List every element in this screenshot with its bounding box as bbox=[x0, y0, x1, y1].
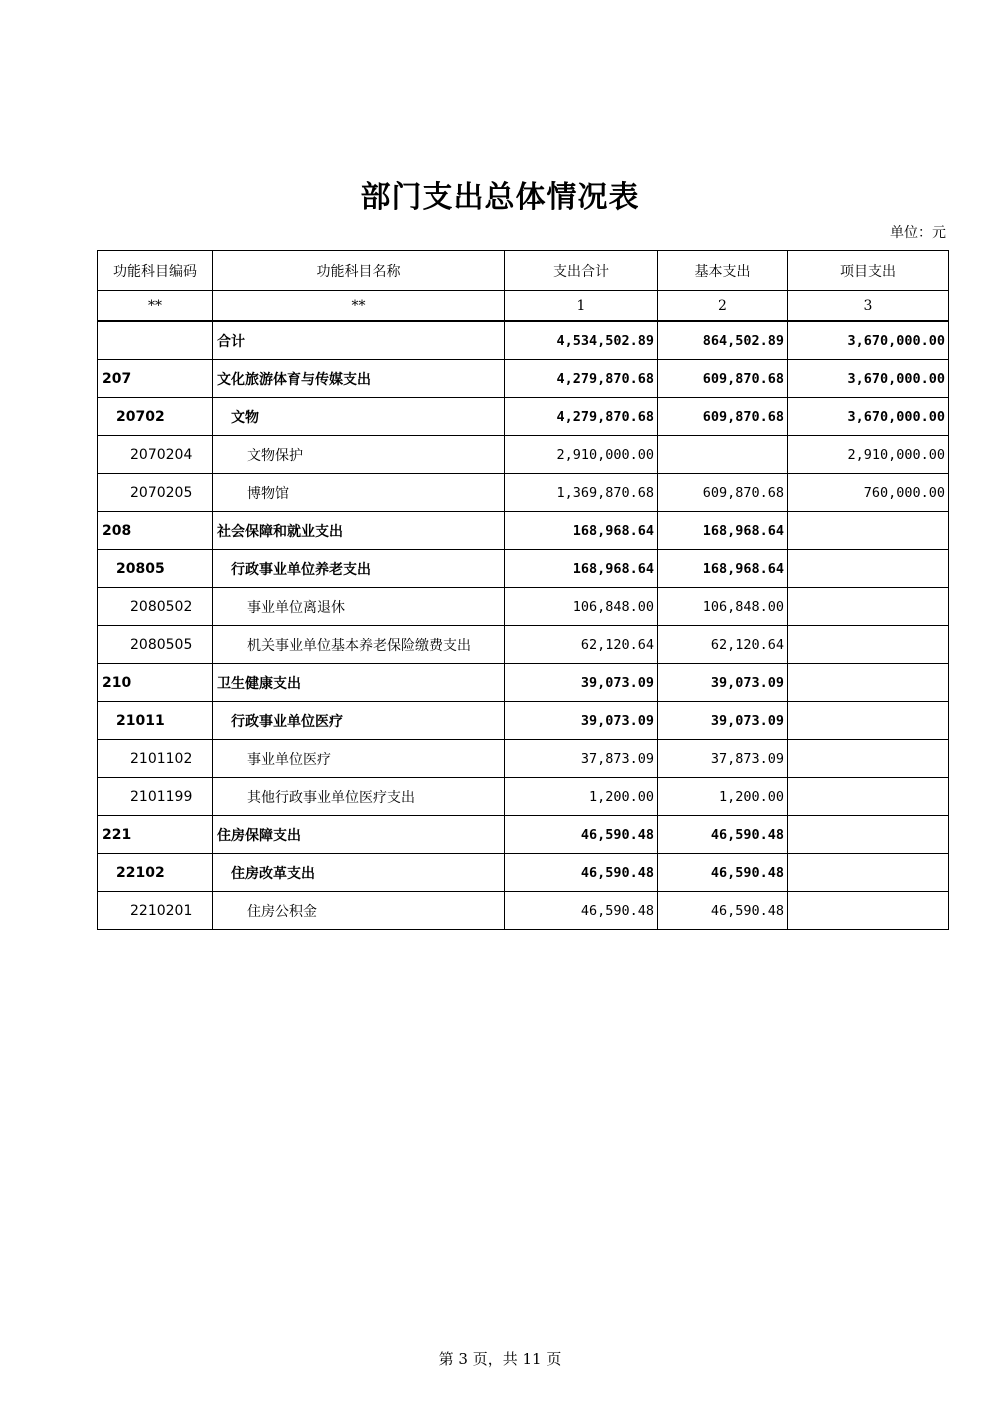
row-code: 207 bbox=[98, 360, 213, 398]
row-basic: 609,870.68 bbox=[658, 360, 788, 398]
unit-label: 单位：元 bbox=[890, 225, 946, 241]
header-project: 项目支出 bbox=[788, 251, 949, 291]
row-total: 1,200.00 bbox=[505, 778, 658, 816]
row-project: 3,670,000.00 bbox=[788, 360, 949, 398]
row-name: 文化旅游体育与传媒支出 bbox=[213, 360, 505, 398]
row-name: 住房公积金 bbox=[213, 892, 505, 930]
seq-code: ** bbox=[98, 291, 213, 322]
seq-basic: 2 bbox=[658, 291, 788, 322]
row-code: 20805 bbox=[98, 550, 213, 588]
header-total: 支出合计 bbox=[505, 251, 658, 291]
seq-total: 1 bbox=[505, 291, 658, 322]
row-basic: 39,073.09 bbox=[658, 702, 788, 740]
row-code: 2070204 bbox=[98, 436, 213, 474]
row-total: 62,120.64 bbox=[505, 626, 658, 664]
row-basic: 1,200.00 bbox=[658, 778, 788, 816]
table-row bbox=[98, 664, 949, 702]
row-code: 2080502 bbox=[98, 588, 213, 626]
row-basic: 168,968.64 bbox=[658, 550, 788, 588]
row-name: 其他行政事业单位医疗支出 bbox=[213, 778, 505, 816]
total-basic: 864,502.89 bbox=[658, 321, 788, 360]
row-project: 760,000.00 bbox=[788, 474, 949, 512]
table-row bbox=[98, 740, 949, 778]
row-code: 2101199 bbox=[98, 778, 213, 816]
total-project: 3,670,000.00 bbox=[788, 321, 949, 360]
page-title: 部门支出总体情况表 bbox=[360, 180, 640, 215]
row-name: 博物馆 bbox=[213, 474, 505, 512]
row-code: 22102 bbox=[98, 854, 213, 892]
table-row bbox=[98, 816, 949, 854]
row-name: 卫生健康支出 bbox=[213, 664, 505, 702]
row-total: 168,968.64 bbox=[505, 512, 658, 550]
table-row bbox=[98, 474, 949, 512]
row-total: 39,073.09 bbox=[505, 664, 658, 702]
row-project bbox=[788, 550, 949, 588]
row-project bbox=[788, 512, 949, 550]
row-basic: 46,590.48 bbox=[658, 854, 788, 892]
page-footer: 第 3 页，共 11 页 bbox=[438, 1350, 562, 1368]
expenditure-table bbox=[97, 250, 949, 930]
row-basic: 37,873.09 bbox=[658, 740, 788, 778]
sequence-row bbox=[98, 291, 949, 322]
row-code: 2210201 bbox=[98, 892, 213, 930]
row-name: 住房改革支出 bbox=[213, 854, 505, 892]
row-total: 2,910,000.00 bbox=[505, 436, 658, 474]
row-basic: 106,848.00 bbox=[658, 588, 788, 626]
header-row bbox=[98, 251, 949, 291]
header-code: 功能科目编码 bbox=[98, 251, 213, 291]
table-row bbox=[98, 360, 949, 398]
row-project: 2,910,000.00 bbox=[788, 436, 949, 474]
row-name: 事业单位医疗 bbox=[213, 740, 505, 778]
seq-name: ** bbox=[213, 291, 505, 322]
row-total: 46,590.48 bbox=[505, 854, 658, 892]
table-row bbox=[98, 550, 949, 588]
row-project bbox=[788, 702, 949, 740]
row-total: 46,590.48 bbox=[505, 892, 658, 930]
row-total: 4,279,870.68 bbox=[505, 360, 658, 398]
row-code: 221 bbox=[98, 816, 213, 854]
row-basic: 62,120.64 bbox=[658, 626, 788, 664]
row-total: 168,968.64 bbox=[505, 550, 658, 588]
seq-project: 3 bbox=[788, 291, 949, 322]
total-name: 合计 bbox=[213, 321, 505, 360]
row-basic: 609,870.68 bbox=[658, 474, 788, 512]
table-row bbox=[98, 398, 949, 436]
table-row bbox=[98, 626, 949, 664]
table-row bbox=[98, 588, 949, 626]
row-total: 4,279,870.68 bbox=[505, 398, 658, 436]
row-name: 住房保障支出 bbox=[213, 816, 505, 854]
row-name: 事业单位离退休 bbox=[213, 588, 505, 626]
row-name: 社会保障和就业支出 bbox=[213, 512, 505, 550]
header-basic: 基本支出 bbox=[658, 251, 788, 291]
row-code: 20702 bbox=[98, 398, 213, 436]
row-project bbox=[788, 740, 949, 778]
total-code bbox=[98, 321, 213, 360]
table-row bbox=[98, 512, 949, 550]
row-project bbox=[788, 778, 949, 816]
table-row bbox=[98, 854, 949, 892]
row-code: 2070205 bbox=[98, 474, 213, 512]
row-basic: 168,968.64 bbox=[658, 512, 788, 550]
row-total: 1,369,870.68 bbox=[505, 474, 658, 512]
total-row bbox=[98, 321, 949, 360]
row-total: 37,873.09 bbox=[505, 740, 658, 778]
row-basic: 609,870.68 bbox=[658, 398, 788, 436]
row-code: 2101102 bbox=[98, 740, 213, 778]
row-name: 机关事业单位基本养老保险缴费支出 bbox=[213, 626, 505, 664]
header-name: 功能科目名称 bbox=[213, 251, 505, 291]
row-project bbox=[788, 588, 949, 626]
row-total: 39,073.09 bbox=[505, 702, 658, 740]
row-code: 208 bbox=[98, 512, 213, 550]
total-total: 4,534,502.89 bbox=[505, 321, 658, 360]
table-row bbox=[98, 778, 949, 816]
row-basic bbox=[658, 436, 788, 474]
row-project bbox=[788, 664, 949, 702]
row-project bbox=[788, 816, 949, 854]
row-code: 210 bbox=[98, 664, 213, 702]
row-code: 2080505 bbox=[98, 626, 213, 664]
row-basic: 39,073.09 bbox=[658, 664, 788, 702]
row-total: 106,848.00 bbox=[505, 588, 658, 626]
row-basic: 46,590.48 bbox=[658, 892, 788, 930]
row-name: 行政事业单位医疗 bbox=[213, 702, 505, 740]
table-row bbox=[98, 436, 949, 474]
row-name: 行政事业单位养老支出 bbox=[213, 550, 505, 588]
row-name: 文物 bbox=[213, 398, 505, 436]
row-basic: 46,590.48 bbox=[658, 816, 788, 854]
table-row bbox=[98, 702, 949, 740]
row-project: 3,670,000.00 bbox=[788, 398, 949, 436]
row-name: 文物保护 bbox=[213, 436, 505, 474]
row-project bbox=[788, 854, 949, 892]
row-total: 46,590.48 bbox=[505, 816, 658, 854]
row-project bbox=[788, 892, 949, 930]
row-code: 21011 bbox=[98, 702, 213, 740]
row-project bbox=[788, 626, 949, 664]
table-row bbox=[98, 892, 949, 930]
